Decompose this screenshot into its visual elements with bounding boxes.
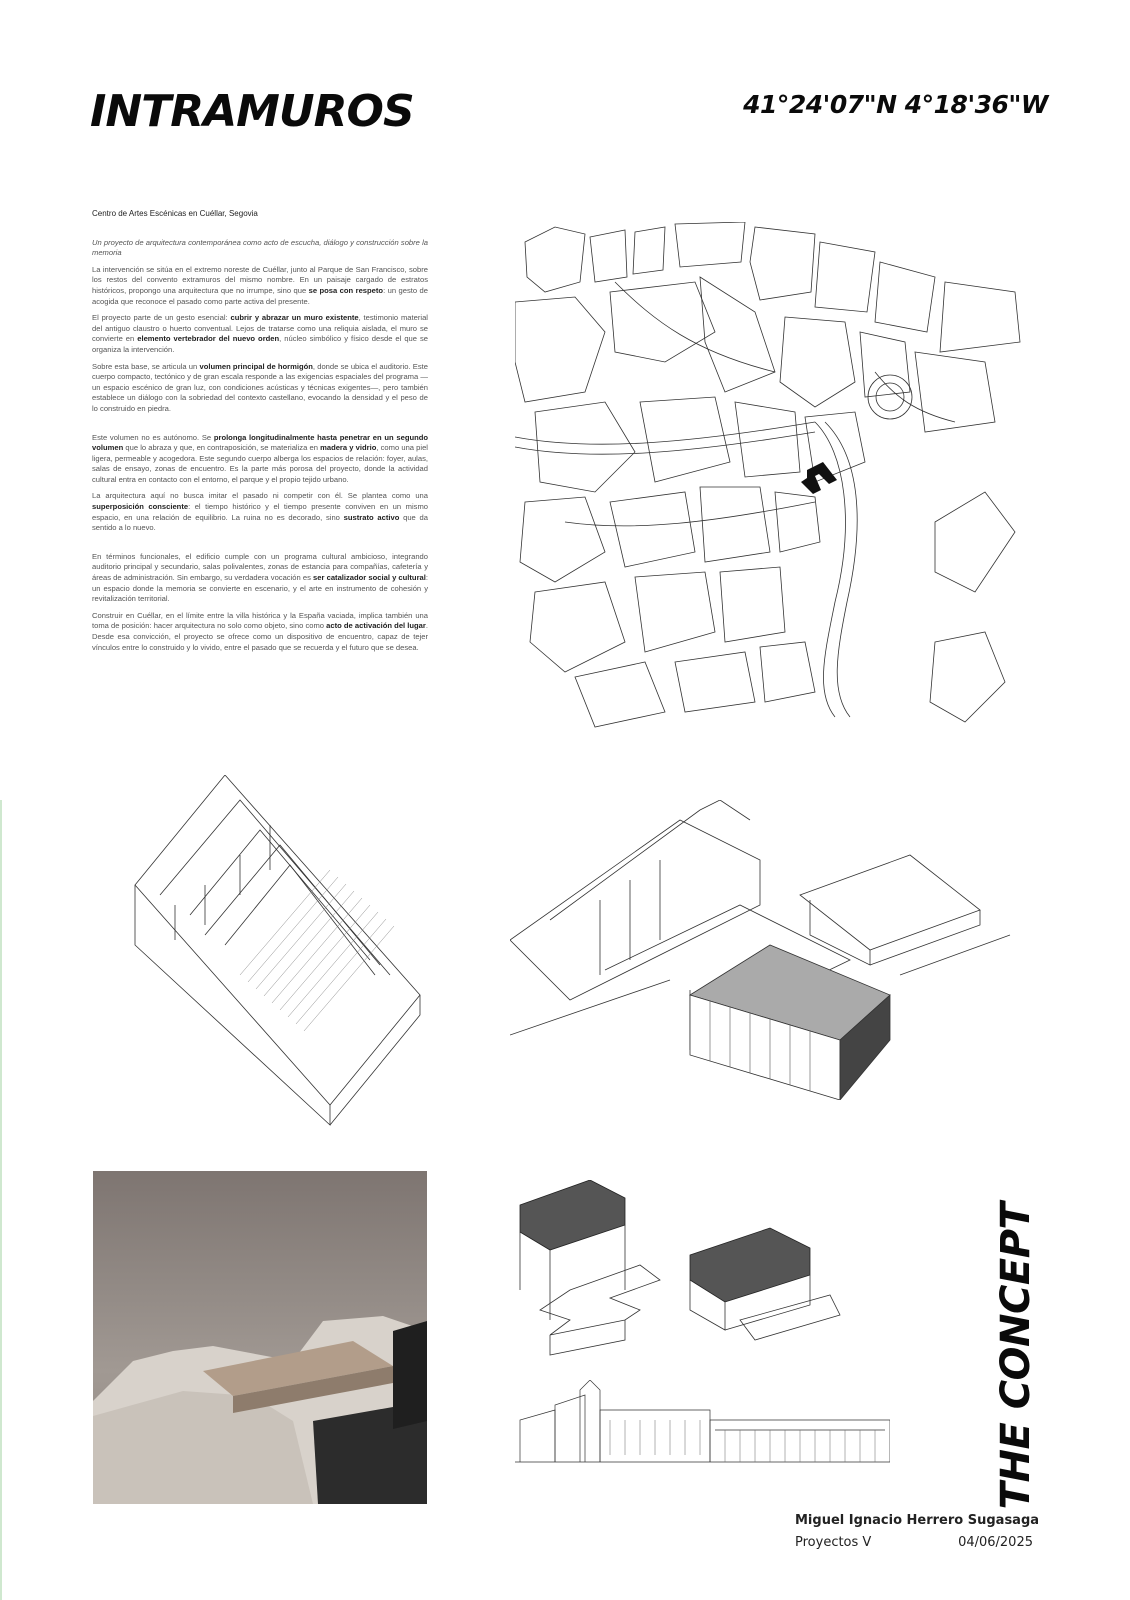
- p4-text-mid: que lo abraza y que, en contraposición, se materializa en: [123, 443, 321, 453]
- p3-bold: volumen principal de hormigón: [199, 361, 313, 371]
- coordinates-label: 41°24'07"N 4°18'36"W: [743, 90, 1048, 119]
- paragraph-2: [92, 313, 428, 355]
- p6-text-end: : un espacio donde la memoria se convierte en escenario, y el arte en instrumento de cohesión y revitalización territorial.: [92, 573, 428, 604]
- p3-text: Sobre esta base, se articula un: [92, 361, 200, 371]
- p2-text-end: , núcleo simbólico y físico desde el que se organiza la intervención.: [92, 334, 428, 354]
- paragraph-6: [92, 552, 428, 605]
- p5-text-end: que da sentido a lo nuevo.: [92, 512, 428, 533]
- paragraph-5: [92, 491, 428, 533]
- p4-bold-2: madera y vidrio: [320, 443, 377, 453]
- p5-text: La arquitectura aquí no busca imitar el pasado ni competir con él. Se plantea como una: [92, 491, 428, 501]
- p6-bold: ser catalizador social y cultural: [313, 573, 426, 583]
- page-title: INTRAMUROS: [90, 86, 414, 137]
- axonometric-section-drawing: [130, 775, 430, 1130]
- paragraph-1: [92, 265, 428, 307]
- p1-text: La intervención se sitúa en el extremo noreste de Cuéllar, junto al Parque de San Francisco, sobre los restos del convento extramuros del mismo nombre. En un paisaje cargado de estratos históricos, propongo una arquitectura que no irrumpe, sino que: [92, 264, 428, 295]
- paragraph-4: [92, 433, 428, 486]
- p5-bold-2: sustrato activo: [343, 512, 400, 522]
- p4-text: Este volumen no es autónomo. Se: [92, 432, 214, 442]
- p3-text-end: , donde se ubica el auditorio. Este cuerpo compacto, tectónico y de gran escala responde a las exigencias espaciales del programa —un espacio escénico de gran luz, con condiciones acústicas y técnicas exigentes—, pero también establece un diálogo con la sobriedad del contexto castellano, evocando la densidad y el peso de lo construido en piedra.: [92, 361, 428, 413]
- p7-bold: acto de activación del lugar: [326, 621, 426, 631]
- p5-text-mid: : el tiempo histórico y el tiempo presente conviven en un mismo espacio, en una relación de equilibrio. La ruina no es decorado, sino: [92, 502, 428, 522]
- p2-bold-2: elemento vertebrador del nuevo orden: [137, 334, 280, 344]
- p4-bold: prolonga longitudinalmente hasta penetrar en un segundo volumen: [92, 432, 429, 453]
- project-subtitle: Centro de Artes Escénicas en Cuéllar, Segovia: [92, 209, 258, 218]
- p2-bold: cubrir y abrazar un muro existente: [230, 313, 359, 323]
- p6-text: En términos funcionales, el edificio cumple con un programa cultural ambicioso, integrando auditorio principal y secundario, salas polivalentes, zonas de estancia para compañías, cafetería y áreas de administración. Sin embargo, su verdadera vocación es: [92, 551, 428, 583]
- author-name: Miguel Ignacio Herrero Sugasaga: [795, 1513, 1040, 1528]
- paragraph-7: [92, 611, 428, 653]
- vertical-title: THE CONCEPT: [993, 1202, 1039, 1510]
- p4-text-end: , como una piel ligera, permeable y acogedora. Este segundo cuerpo alberga los espacios de relación: foyer, aulas, salas de ensayo, zonas de encuentro. Es la parte más porosa del proyecto, donde la actividad cultural entra en contacto con el entorno, el parque y el propio tejido urbano.: [92, 443, 428, 484]
- course-name: Proyectos V: [795, 1535, 872, 1550]
- axonometric-exterior-drawing: [510, 800, 1030, 1100]
- p7-text: Construir en Cuéllar, en el límite entre la villa histórica y la España vaciada, implica también una toma de posición: hacer arquitectura no solo como objeto, sino como: [92, 610, 428, 631]
- concept-diagram: [510, 1180, 910, 1365]
- submission-date: 04/06/2025: [958, 1535, 1033, 1550]
- paragraph-3: [92, 362, 428, 415]
- page-edge-line: [0, 800, 2, 1600]
- physical-model-photo: [93, 1171, 427, 1504]
- lede-paragraph: Un proyecto de arquitectura contemporánea como acto de escucha, diálogo y construcción sobre la memoria: [92, 237, 428, 258]
- p5-bold: superposición consciente: [92, 502, 189, 512]
- elevation-drawing: [515, 1380, 890, 1465]
- site-plan-map: [515, 222, 1035, 747]
- description-text: [92, 209, 428, 659]
- vertical-title-wrapper: [993, 1202, 1039, 1510]
- project-site-marker: [801, 462, 837, 494]
- p7-text-end: . Desde esa convicción, el proyecto se ofrece como un dispositivo de encuentro, capaz de tejer vínculos entre lo construido y lo vivido, entre el pasado que se recuerda y el futuro que se desea.: [92, 621, 428, 652]
- p1-bold: se posa con respeto: [308, 285, 384, 295]
- p2-text: El proyecto parte de un gesto esencial:: [92, 313, 231, 323]
- p1-text-end: : un gesto de acogida que reconoce el pasado como parte activa del presente.: [92, 285, 428, 306]
- p2-text-mid: , testimonio material del antiguo claustro o huerto conventual. Lejos de tratarse como una reliquia aislada, el muro se convierte en: [92, 313, 428, 344]
